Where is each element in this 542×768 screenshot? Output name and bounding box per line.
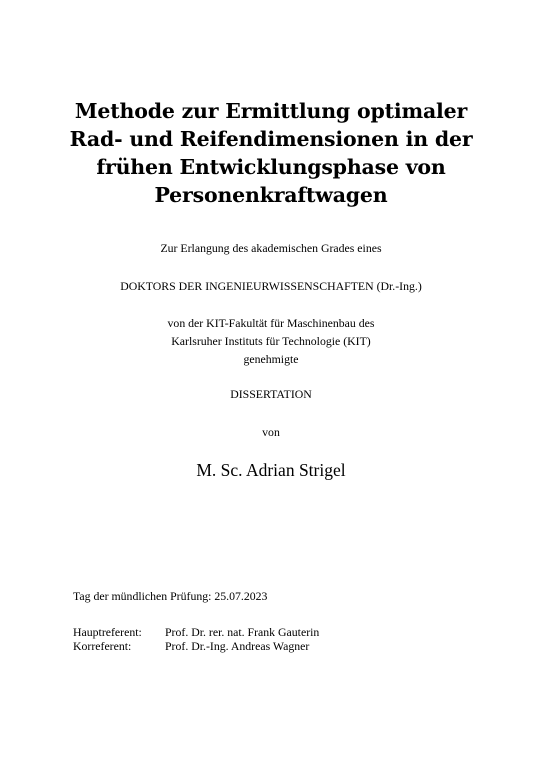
dissertation-title	[0, 97, 542, 209]
referee-row	[73, 625, 319, 639]
referee-name: Prof. Dr. rer. nat. Frank Gauterin	[165, 625, 320, 639]
by-text: von	[262, 425, 280, 439]
title-line-2: Rad- und Reifendimensionen in der	[69, 127, 473, 151]
faculty-line-1: von der KIT-Fakultät für Maschinenbau des	[167, 316, 375, 330]
title-line-3: frühen Entwicklungsphase von	[96, 155, 446, 179]
degree-text: DOKTORS DER INGENIEURWISSENSCHAFTEN (Dr.-Ing.)	[120, 279, 422, 293]
title-line-4: Personenkraftwagen	[154, 183, 388, 207]
referee-role: Korreferent:	[73, 639, 132, 653]
referee-role: Hauptreferent:	[73, 625, 142, 639]
purpose-text: Zur Erlangung des akademischen Grades eines	[160, 241, 382, 255]
faculty-block	[0, 314, 542, 368]
referee-name: Prof. Dr.-Ing. Andreas Wagner	[165, 639, 310, 653]
faculty-line-3: genehmigte	[243, 352, 299, 366]
faculty-line-2: Karlsruher Instituts für Technologie (KIT)	[171, 334, 371, 348]
referee-row	[73, 639, 309, 653]
document-type: DISSERTATION	[230, 387, 312, 401]
title-line-1: Methode zur Ermittlung optimaler	[74, 99, 468, 123]
author-name: M. Sc. Adrian Strigel	[196, 460, 346, 480]
exam-date: Tag der mündlichen Prüfung: 25.07.2023	[73, 589, 268, 603]
